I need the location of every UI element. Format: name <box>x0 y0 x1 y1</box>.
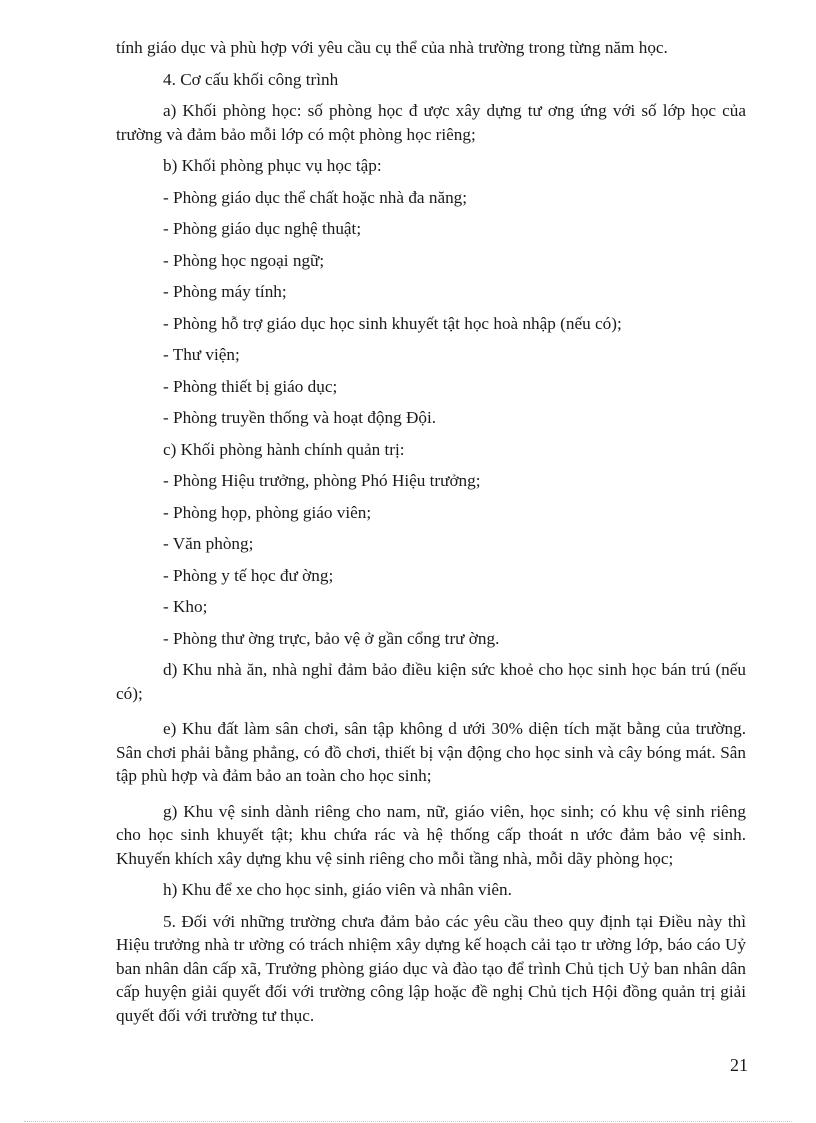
list-item-arts-room: - Phòng giáo dục nghệ thuật; <box>163 219 362 238</box>
paragraph-h-parking: h) Khu để xe cho học sinh, giáo viên và nhân viên. <box>163 880 512 899</box>
list-item-medical-room: - Phòng y tế học đư ờng; <box>163 565 334 585</box>
paragraph-a-classrooms: a) Khối phòng học: số phòng học đ ược xây dựng tư ơng ứng với số lớp học của trường và đảm bảo mỗi lớp có một phòng học riêng; <box>116 101 746 144</box>
paragraph-intro-tail: tính giáo dục và phù hợp với yêu cầu cụ thể của nhà trường trong từng năm học. <box>116 38 668 57</box>
page-body <box>116 36 746 1035</box>
list-item-guard-room: - Phòng thư ờng trực, bảo vệ ở gần cổng trư ờng. <box>163 628 500 648</box>
list-item-principal-room: - Phòng Hiệu trưởng, phòng Phó Hiệu trưởng; <box>163 471 481 490</box>
paragraph-g-sanitation: g) Khu vệ sinh dành riêng cho nam, nữ, giáo viên, học sinh; có khu vệ sinh riêng cho học sinh khuyết tật; khu chứa rác và hệ thống cấp thoát n ước đảm bảo vệ sinh. Khuyến khích xây dựng khu vệ sinh riêng cho mỗi tầng nhà, mỗi dãy phòng học; <box>116 801 746 868</box>
list-item-computer-room: - Phòng máy tính; <box>163 282 287 301</box>
page-bottom-divider <box>24 1121 792 1122</box>
list-item-language-room: - Phòng học ngoại ngữ; <box>163 250 325 270</box>
list-item-meeting-room: - Phòng họp, phòng giáo viên; <box>163 502 372 522</box>
list-item-office: - Văn phòng; <box>163 534 254 553</box>
section-heading-4: 4. Cơ cấu khối công trình <box>163 69 339 89</box>
list-item-inclusion-room: - Phòng hỗ trợ giáo dục học sinh khuyết tật học hoà nhập (nếu có); <box>163 313 622 333</box>
list-item-equipment-room: - Phòng thiết bị giáo dục; <box>163 376 338 396</box>
paragraph-e-playground: e) Khu đất làm sân chơi, sân tập không d ưới 30% diện tích mặt bằng của trường. Sân chơi phải bằng phẳng, có đồ chơi, thiết bị vận động cho học sinh và cây bóng mát. Sân tập phù hợp và đảm bảo an toàn cho học sinh; <box>116 719 746 785</box>
page-number: 21 <box>730 1055 748 1075</box>
list-item-tradition-room: - Phòng truyền thống và hoạt động Đội. <box>163 408 437 427</box>
list-item-storage: - Kho; <box>163 597 208 616</box>
list-item-pe-room: - Phòng giáo dục thể chất hoặc nhà đa năng; <box>163 187 468 207</box>
subheading-b-learning-rooms: b) Khối phòng phục vụ học tập: <box>163 156 382 175</box>
paragraph-d-dining: d) Khu nhà ăn, nhà nghỉ đảm bảo điều kiện sức khoẻ cho học sinh học bán trú (nếu có); <box>116 660 746 703</box>
subheading-c-admin-rooms: c) Khối phòng hành chính quản trị: <box>163 439 405 459</box>
paragraph-5-responsibility: 5. Đối với những trường chưa đảm bảo các yêu cầu theo quy định tại Điều này thì Hiệu trưởng nhà tr ường có trách nhiệm xây dựng kế hoạch cải tạo tr ường lớp, báo cáo Uỷ ban nhân dân cấp xã, Trưởng phòng giáo dục và đào tạo để trình Chủ tịch Uỷ ban nhân dân cấp huyện giải quyết đối với trường công lập hoặc đề nghị Chủ tịch Hội đồng quản trị giải quyết đối với trường tư thục. <box>116 911 746 1025</box>
list-item-library: - Thư viện; <box>163 345 240 364</box>
